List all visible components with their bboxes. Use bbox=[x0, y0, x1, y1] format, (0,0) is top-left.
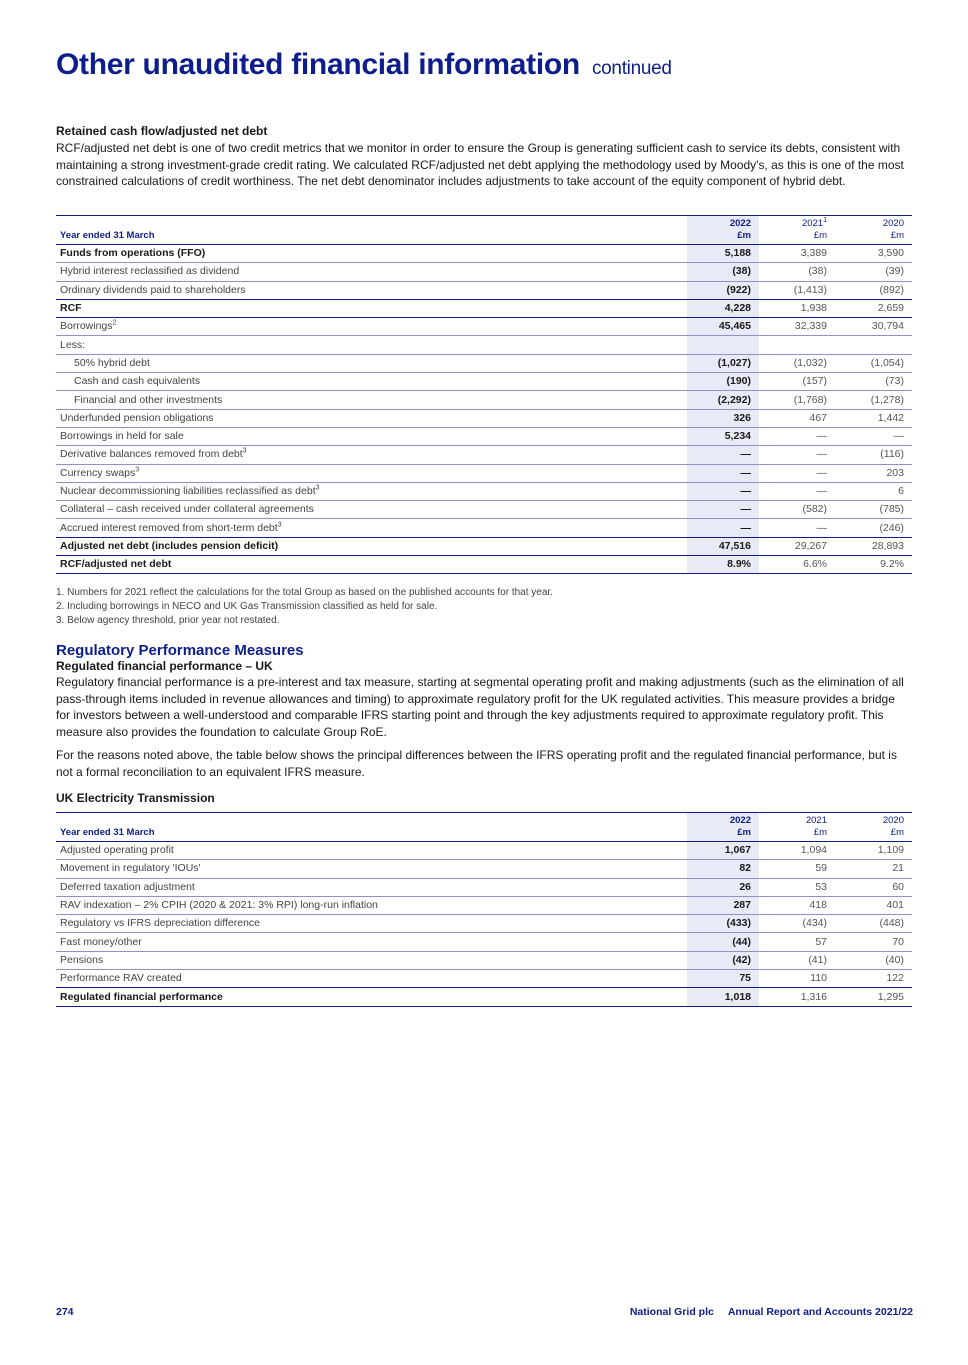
cell-2020: 21 bbox=[835, 860, 912, 878]
footer-company: National Grid plc bbox=[629, 1306, 714, 1318]
row-label: Funds from operations (FFO) bbox=[56, 245, 687, 263]
cell-2022: — bbox=[687, 501, 759, 519]
cell-2021: (1,413) bbox=[759, 281, 835, 299]
table-row bbox=[56, 464, 912, 482]
row-label: Ordinary dividends paid to shareholders bbox=[56, 281, 687, 299]
table-row bbox=[56, 373, 912, 391]
row-label: Fast money/other bbox=[56, 933, 687, 951]
cell-2021: (38) bbox=[759, 263, 835, 281]
rcf-footnotes bbox=[56, 586, 912, 628]
table-row bbox=[56, 878, 912, 896]
cell-2021: 57 bbox=[759, 933, 835, 951]
footnote-3: 3. Below agency threshold, prior year not restated. bbox=[56, 615, 280, 626]
footnote-2: 2. Including borrowings in NECO and UK Gas Transmission classified as held for sale. bbox=[56, 601, 438, 612]
table-row bbox=[56, 299, 912, 317]
column-header-label: Year ended 31 March bbox=[56, 216, 687, 245]
cell-2020: (892) bbox=[835, 281, 912, 299]
footer-report: Annual Report and Accounts 2021/22 bbox=[727, 1306, 913, 1318]
row-label: Performance RAV created bbox=[56, 970, 687, 988]
cell-2022: 47,516 bbox=[687, 537, 759, 555]
cell-2022: 5,234 bbox=[687, 427, 759, 445]
ukte-table-wrap bbox=[56, 812, 912, 1007]
row-label: Borrowings$^2$ bbox=[56, 318, 687, 336]
row-label: Adjusted net debt (includes pension deficit) bbox=[56, 537, 687, 555]
cell-2022: 1,067 bbox=[687, 842, 759, 860]
row-label: Hybrid interest reclassified as dividend bbox=[56, 263, 687, 281]
cell-2022: (1,027) bbox=[687, 354, 759, 372]
row-label: Deferred taxation adjustment bbox=[56, 878, 687, 896]
cell-2020: 1,442 bbox=[835, 409, 912, 427]
cell-2022: 326 bbox=[687, 409, 759, 427]
cell-2022: 4,228 bbox=[687, 299, 759, 317]
cell-2021: 6.6% bbox=[759, 556, 835, 574]
table-row bbox=[56, 933, 912, 951]
cell-2020: (39) bbox=[835, 263, 912, 281]
row-label: Derivative balances removed from debt$^3$ bbox=[56, 446, 687, 464]
cell-2021: — bbox=[759, 464, 835, 482]
row-label: Less: bbox=[56, 336, 687, 354]
cell-2021: 1,938 bbox=[759, 299, 835, 317]
table-row bbox=[56, 409, 912, 427]
cell-2022: 75 bbox=[687, 970, 759, 988]
row-label: Accrued interest removed from short-term debt$^3$ bbox=[56, 519, 687, 537]
column-header-2020: 2020 £m bbox=[835, 813, 912, 842]
cell-2022: 45,465 bbox=[687, 318, 759, 336]
cell-2022 bbox=[687, 336, 759, 354]
cell-2021: (157) bbox=[759, 373, 835, 391]
rcf-table-wrap bbox=[56, 215, 912, 574]
cell-2020: 401 bbox=[835, 896, 912, 914]
table-row bbox=[56, 988, 912, 1006]
table-row bbox=[56, 354, 912, 372]
regulatory-subheading: Regulated financial performance – UK bbox=[56, 659, 273, 673]
regulatory-paragraph-1: Regulatory financial performance is a pre-interest and tax measure, starting at segmental operating profit and making adjustments (such as the elimination of all pass-through items included in revenue allowances and timing) to approximate regulatory profit for the UK regulated activities. This measure provides a bridge for investors between a well-understood and comparable IFRS starting point and through the key adjustments required to approximate regulatory profit. This measure also provides the foundation to calculate Group RoE. bbox=[56, 675, 904, 739]
cell-2021: (41) bbox=[759, 951, 835, 969]
page-footer bbox=[56, 1306, 913, 1318]
rcf-table bbox=[56, 215, 912, 574]
table-row bbox=[56, 263, 912, 281]
ukte-table-header bbox=[56, 813, 912, 842]
table-row bbox=[56, 446, 912, 464]
cell-2020: (448) bbox=[835, 915, 912, 933]
cell-2021: — bbox=[759, 519, 835, 537]
footnote-ref: 3 bbox=[242, 447, 247, 455]
table-row bbox=[56, 556, 912, 574]
column-header-label: Year ended 31 March bbox=[56, 813, 687, 842]
table-row bbox=[56, 915, 912, 933]
cell-2022: (2,292) bbox=[687, 391, 759, 409]
cell-2022: 287 bbox=[687, 896, 759, 914]
row-label: Underfunded pension obligations bbox=[56, 409, 687, 427]
cell-2021: — bbox=[759, 427, 835, 445]
column-header-2022: 2022 £m bbox=[687, 216, 759, 245]
table-row bbox=[56, 896, 912, 914]
footnote-ref: 3 bbox=[315, 484, 320, 492]
cell-2022: — bbox=[687, 482, 759, 500]
row-label: RCF bbox=[56, 299, 687, 317]
cell-2020: 3,590 bbox=[835, 245, 912, 263]
column-header-2022: 2022 £m bbox=[687, 813, 759, 842]
cell-2021 bbox=[759, 336, 835, 354]
cell-2022: (42) bbox=[687, 951, 759, 969]
footnote-1: 1. Numbers for 2021 reflect the calculations for the total Group as based on the published accounts for that year. bbox=[56, 587, 553, 598]
cell-2020: 28,893 bbox=[835, 537, 912, 555]
row-label: Collateral – cash received under collateral agreements bbox=[56, 501, 687, 519]
title-suffix: continued bbox=[591, 58, 672, 79]
cell-2020: 203 bbox=[835, 464, 912, 482]
ukte-table bbox=[56, 812, 912, 1007]
cell-2020: 1,295 bbox=[835, 988, 912, 1006]
row-label: RAV indexation – 2% CPIH (2020 & 2021: 3% RPI) long-run inflation bbox=[56, 896, 687, 914]
cell-2022: (433) bbox=[687, 915, 759, 933]
cell-2022: 82 bbox=[687, 860, 759, 878]
cell-2020: 60 bbox=[835, 878, 912, 896]
page-title: Other unaudited financial information continued bbox=[56, 48, 672, 81]
cell-2020: 1,109 bbox=[835, 842, 912, 860]
cell-2020: 2,659 bbox=[835, 299, 912, 317]
table-row bbox=[56, 281, 912, 299]
cell-2020: 30,794 bbox=[835, 318, 912, 336]
cell-2021: — bbox=[759, 446, 835, 464]
cell-2021: 29,267 bbox=[759, 537, 835, 555]
regulatory-section bbox=[56, 642, 912, 805]
cell-2022: (38) bbox=[687, 263, 759, 281]
row-label: Currency swaps$^3$ bbox=[56, 464, 687, 482]
row-label: Movement in regulatory 'IOUs' bbox=[56, 860, 687, 878]
cell-2020: (246) bbox=[835, 519, 912, 537]
column-header-2021: 2021$^1$ £m bbox=[759, 216, 835, 245]
table-row bbox=[56, 970, 912, 988]
cell-2021: 59 bbox=[759, 860, 835, 878]
regulatory-paragraph-2: For the reasons noted above, the table below shows the principal differences between the IFRS operating profit and the regulated financial performance, but is not a formal reconciliation to an equivalent IFRS measure. bbox=[56, 748, 897, 779]
cell-2022: (44) bbox=[687, 933, 759, 951]
row-label: Adjusted operating profit bbox=[56, 842, 687, 860]
page-number: 274 bbox=[56, 1306, 74, 1318]
cell-2020: 122 bbox=[835, 970, 912, 988]
row-label: Cash and cash equivalents bbox=[56, 373, 687, 391]
row-label: RCF/adjusted net debt bbox=[56, 556, 687, 574]
cell-2021: 467 bbox=[759, 409, 835, 427]
cell-2022: 5,188 bbox=[687, 245, 759, 263]
cell-2020: (785) bbox=[835, 501, 912, 519]
cell-2020: — bbox=[835, 427, 912, 445]
cell-2022: (922) bbox=[687, 281, 759, 299]
cell-2021: 32,339 bbox=[759, 318, 835, 336]
row-label: Financial and other investments bbox=[56, 391, 687, 409]
table-row bbox=[56, 427, 912, 445]
cell-2020: 6 bbox=[835, 482, 912, 500]
cell-2020: (73) bbox=[835, 373, 912, 391]
cell-2022: 26 bbox=[687, 878, 759, 896]
table-row bbox=[56, 318, 912, 336]
footnote-ref: 3 bbox=[135, 466, 140, 474]
cell-2020: 9.2% bbox=[835, 556, 912, 574]
cell-2021: (434) bbox=[759, 915, 835, 933]
table-row bbox=[56, 842, 912, 860]
table-row bbox=[56, 391, 912, 409]
cell-2022: 8.9% bbox=[687, 556, 759, 574]
cell-2021: 418 bbox=[759, 896, 835, 914]
rcf-paragraph: RCF/adjusted net debt is one of two credit metrics that we monitor in order to ensure the Group is generating sufficient cash to service its debts, consistent with maintaining a strong investment-grade credit rating. We calculated RCF/adjusted net debt applying the methodology used by Moody's, as this is one of the most constrained calculations of credit worthiness. The net debt denominator includes adjustments to take account of the equity component of hybrid debt. bbox=[56, 141, 904, 188]
cell-2021: 1,094 bbox=[759, 842, 835, 860]
cell-2020: (40) bbox=[835, 951, 912, 969]
row-label: 50% hybrid debt bbox=[56, 354, 687, 372]
cell-2021: (1,032) bbox=[759, 354, 835, 372]
table-row bbox=[56, 501, 912, 519]
table-row bbox=[56, 537, 912, 555]
ukte-table-heading: UK Electricity Transmission bbox=[56, 791, 215, 805]
cell-2021: 53 bbox=[759, 878, 835, 896]
regulatory-heading: Regulatory Performance Measures bbox=[56, 642, 304, 659]
table-row bbox=[56, 336, 912, 354]
cell-2022: — bbox=[687, 446, 759, 464]
cell-2021: — bbox=[759, 482, 835, 500]
cell-2021: (1,768) bbox=[759, 391, 835, 409]
cell-2022: 1,018 bbox=[687, 988, 759, 1006]
cell-2020: (1,054) bbox=[835, 354, 912, 372]
row-label: Regulated financial performance bbox=[56, 988, 687, 1006]
cell-2020 bbox=[835, 336, 912, 354]
cell-2021: (582) bbox=[759, 501, 835, 519]
row-label: Nuclear decommissioning liabilities reclassified as debt$^3$ bbox=[56, 482, 687, 500]
table-row bbox=[56, 951, 912, 969]
cell-2020: (1,278) bbox=[835, 391, 912, 409]
row-label: Pensions bbox=[56, 951, 687, 969]
rcf-heading: Retained cash flow/adjusted net debt bbox=[56, 124, 268, 138]
cell-2021: 3,389 bbox=[759, 245, 835, 263]
row-label: Borrowings in held for sale bbox=[56, 427, 687, 445]
cell-2020: 70 bbox=[835, 933, 912, 951]
column-header-2020: 2020 £m bbox=[835, 216, 912, 245]
cell-2022: — bbox=[687, 519, 759, 537]
row-label: Regulatory vs IFRS depreciation difference bbox=[56, 915, 687, 933]
footnote-ref: 2 bbox=[112, 319, 117, 327]
cell-2021: 1,316 bbox=[759, 988, 835, 1006]
rcf-section bbox=[56, 124, 912, 190]
cell-2021: 110 bbox=[759, 970, 835, 988]
cell-2020: (116) bbox=[835, 446, 912, 464]
footnote-ref: 3 bbox=[277, 521, 282, 529]
table-row bbox=[56, 519, 912, 537]
table-row bbox=[56, 245, 912, 263]
table-row bbox=[56, 860, 912, 878]
table-row bbox=[56, 482, 912, 500]
cell-2022: — bbox=[687, 464, 759, 482]
column-header-2021: 2021 £m bbox=[759, 813, 835, 842]
rcf-table-header bbox=[56, 216, 912, 245]
cell-2022: (190) bbox=[687, 373, 759, 391]
